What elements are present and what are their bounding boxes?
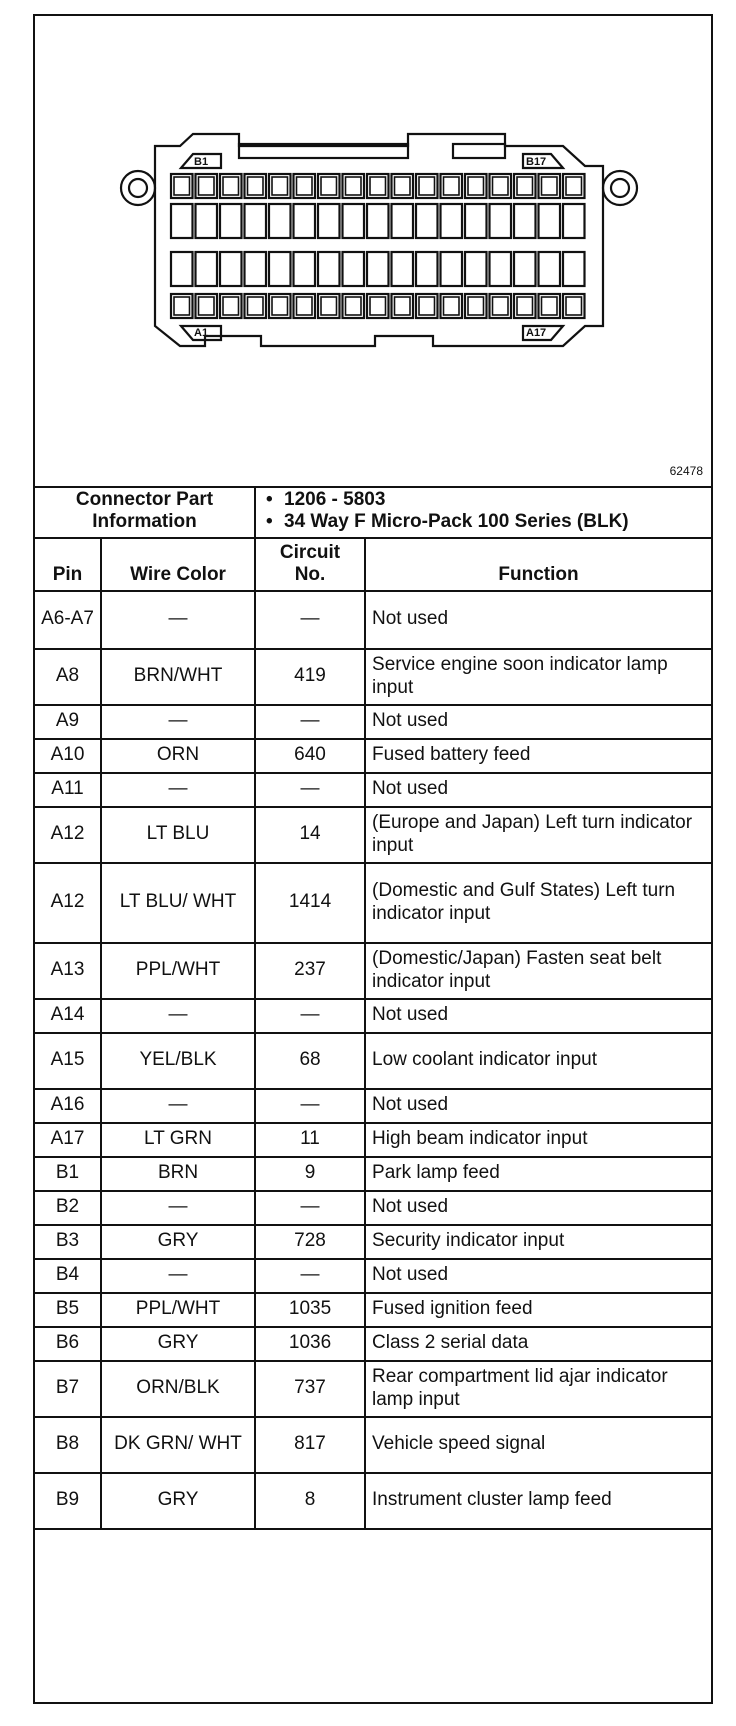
cavity-a-row-inner	[174, 297, 190, 315]
cavity-a-row-inner	[223, 297, 239, 315]
function-cell: Not used	[365, 773, 711, 807]
cavity-b-row-inner	[566, 177, 582, 195]
cavity-b-row-inner	[517, 177, 533, 195]
cavity-upper-row	[196, 204, 218, 238]
mounting-hole-right-inner	[611, 179, 629, 197]
cavity-upper-row	[318, 204, 340, 238]
cavity-b-row-inner	[297, 177, 313, 195]
cavity-upper-row	[343, 204, 365, 238]
cavity-upper-row	[245, 204, 267, 238]
function-cell: (Domestic and Gulf States) Left turn indicator input	[365, 863, 711, 943]
circuit-cell: 817	[255, 1417, 365, 1473]
cavity-a-row-inner	[272, 297, 288, 315]
connector-diagram	[35, 16, 711, 488]
function-cell: Not used	[365, 705, 711, 739]
circuit-cell: 9	[255, 1157, 365, 1191]
cavity-b-row-inner	[272, 177, 288, 195]
pin-cell: A9	[35, 705, 101, 739]
pin-cell: B5	[35, 1293, 101, 1327]
table-row	[35, 1473, 711, 1529]
top-key-tab-right	[453, 144, 505, 158]
circuit-cell: —	[255, 1191, 365, 1225]
cavity-b-row-inner	[468, 177, 484, 195]
cavity-lower-row	[294, 252, 316, 286]
pin-label-a17: A17	[526, 327, 547, 339]
cavity-lower-row	[392, 252, 414, 286]
function-cell: Not used	[365, 1089, 711, 1123]
pin-cell: A8	[35, 649, 101, 705]
pin-cell: B2	[35, 1191, 101, 1225]
table-row	[35, 1089, 711, 1123]
cavity-upper-row	[416, 204, 438, 238]
cavity-a-row-inner	[493, 297, 509, 315]
function-cell: Park lamp feed	[365, 1157, 711, 1191]
pin-cell: B3	[35, 1225, 101, 1259]
wire-color-cell: LT GRN	[101, 1123, 255, 1157]
function-cell: Not used	[365, 999, 711, 1033]
cavity-upper-row	[539, 204, 561, 238]
pinout-table	[35, 486, 711, 1530]
table-row	[35, 1123, 711, 1157]
cavity-a-row-inner	[199, 297, 215, 315]
wire-color-cell: GRY	[101, 1473, 255, 1529]
wire-color-cell: LT BLU/ WHT	[101, 863, 255, 943]
cavity-b-row-inner	[199, 177, 215, 195]
circuit-cell: 237	[255, 943, 365, 999]
wire-color-cell: PPL/WHT	[101, 943, 255, 999]
function-cell: Not used	[365, 1259, 711, 1293]
cavity-lower-row	[318, 252, 340, 286]
wire-color-cell: PPL/WHT	[101, 1293, 255, 1327]
wire-color-cell: —	[101, 591, 255, 649]
cavity-b-row-inner	[223, 177, 239, 195]
table-row	[35, 773, 711, 807]
col-header-wire-color: Wire Color	[101, 538, 255, 591]
cavity-a-row-inner	[297, 297, 313, 315]
cavity-b-row-inner	[444, 177, 460, 195]
pin-cell: A15	[35, 1033, 101, 1089]
cavity-upper-row	[294, 204, 316, 238]
cavity-lower-row	[465, 252, 487, 286]
mounting-hole-left-inner	[129, 179, 147, 197]
cavity-upper-row	[392, 204, 414, 238]
pin-cell: B7	[35, 1361, 101, 1417]
pin-cell: A11	[35, 773, 101, 807]
circuit-cell: 11	[255, 1123, 365, 1157]
function-cell: Low coolant indicator input	[365, 1033, 711, 1089]
circuit-cell: —	[255, 1089, 365, 1123]
function-cell: Service engine soon indicator lamp input	[365, 649, 711, 705]
connector-info-label: Connector Part Information	[35, 486, 255, 538]
table-row	[35, 1293, 711, 1327]
cavity-lower-row	[269, 252, 291, 286]
mounting-hole-right	[603, 171, 637, 205]
circuit-cell: 1414	[255, 863, 365, 943]
pin-cell: A12	[35, 807, 101, 863]
cavity-lower-row	[490, 252, 512, 286]
cavity-a-row-inner	[321, 297, 337, 315]
connector-face-drawing	[35, 16, 711, 486]
pin-cell: B8	[35, 1417, 101, 1473]
pin-label-b1: B1	[194, 156, 209, 168]
pin-cell: A12	[35, 863, 101, 943]
pin-label-a1: A1	[194, 327, 209, 339]
circuit-cell: —	[255, 591, 365, 649]
wire-color-cell: —	[101, 705, 255, 739]
cavity-lower-row	[343, 252, 365, 286]
pin-cell: B6	[35, 1327, 101, 1361]
function-cell: Security indicator input	[365, 1225, 711, 1259]
column-header-row	[35, 538, 711, 591]
pin-cell: B4	[35, 1259, 101, 1293]
connector-description: • 34 Way F Micro-Pack 100 Series (BLK)	[262, 511, 705, 533]
table-row	[35, 1225, 711, 1259]
cavity-upper-row	[367, 204, 389, 238]
cavity-b-row-inner	[346, 177, 362, 195]
pin-cell: A17	[35, 1123, 101, 1157]
cavity-b-row-inner	[370, 177, 386, 195]
cavity-lower-row	[514, 252, 536, 286]
cavity-a-row-inner	[517, 297, 533, 315]
cavity-b-row-inner	[321, 177, 337, 195]
function-cell: Vehicle speed signal	[365, 1417, 711, 1473]
circuit-cell: 728	[255, 1225, 365, 1259]
table-row	[35, 863, 711, 943]
wire-color-cell: ORN	[101, 739, 255, 773]
wire-color-cell: GRY	[101, 1327, 255, 1361]
cavity-upper-row	[171, 204, 193, 238]
pin-cell: A14	[35, 999, 101, 1033]
circuit-cell: 1036	[255, 1327, 365, 1361]
wire-color-cell: —	[101, 1089, 255, 1123]
wire-color-cell: LT BLU	[101, 807, 255, 863]
cavity-a-row-inner	[346, 297, 362, 315]
cavity-b-row-inner	[419, 177, 435, 195]
table-row	[35, 591, 711, 649]
wire-color-cell: BRN/WHT	[101, 649, 255, 705]
table-row	[35, 807, 711, 863]
cavity-a-row-inner	[248, 297, 264, 315]
function-cell: Fused ignition feed	[365, 1293, 711, 1327]
table-row	[35, 739, 711, 773]
col-header-function: Function	[365, 538, 711, 591]
table-row	[35, 1157, 711, 1191]
connector-part-number: • 1206 - 5803	[262, 489, 705, 511]
wire-color-cell: DK GRN/ WHT	[101, 1417, 255, 1473]
table-row	[35, 1191, 711, 1225]
circuit-cell: —	[255, 705, 365, 739]
cavity-lower-row	[196, 252, 218, 286]
pin-cell: B1	[35, 1157, 101, 1191]
cavity-a-row-inner	[419, 297, 435, 315]
function-cell: (Domestic/Japan) Fasten seat belt indicator input	[365, 943, 711, 999]
col-header-circuit: Circuit No.	[255, 538, 365, 591]
col-header-pin: Pin	[35, 538, 101, 591]
wire-color-cell: —	[101, 1191, 255, 1225]
cavity-upper-row	[269, 204, 291, 238]
cavity-a-row-inner	[444, 297, 460, 315]
circuit-cell: 737	[255, 1361, 365, 1417]
function-cell: High beam indicator input	[365, 1123, 711, 1157]
function-cell: Not used	[365, 1191, 711, 1225]
wire-color-cell: BRN	[101, 1157, 255, 1191]
table-row	[35, 1033, 711, 1089]
cavity-lower-row	[416, 252, 438, 286]
table-row	[35, 649, 711, 705]
wire-color-cell: YEL/BLK	[101, 1033, 255, 1089]
wire-color-cell: —	[101, 999, 255, 1033]
cavity-upper-row	[220, 204, 242, 238]
figure-number: 62478	[669, 464, 703, 478]
table-row	[35, 1327, 711, 1361]
pin-cell: A16	[35, 1089, 101, 1123]
circuit-cell: 419	[255, 649, 365, 705]
wire-color-cell: ORN/BLK	[101, 1361, 255, 1417]
cavity-upper-row	[490, 204, 512, 238]
cavity-b-row-inner	[542, 177, 558, 195]
function-cell: Class 2 serial data	[365, 1327, 711, 1361]
circuit-cell: 8	[255, 1473, 365, 1529]
cavity-lower-row	[367, 252, 389, 286]
cavity-lower-row	[539, 252, 561, 286]
circuit-cell: —	[255, 1259, 365, 1293]
cavity-b-row-inner	[395, 177, 411, 195]
table-row	[35, 705, 711, 739]
function-cell: Not used	[365, 591, 711, 649]
table-row	[35, 1361, 711, 1417]
mounting-hole-left	[121, 171, 155, 205]
function-cell: Rear compartment lid ajar indicator lamp input	[365, 1361, 711, 1417]
pin-cell: B9	[35, 1473, 101, 1529]
wire-color-cell: —	[101, 773, 255, 807]
connector-info-row	[35, 486, 711, 538]
connector-sheet	[33, 14, 713, 1704]
cavity-a-row-inner	[395, 297, 411, 315]
table-row	[35, 943, 711, 999]
cavity-a-row-inner	[566, 297, 582, 315]
function-cell: Fused battery feed	[365, 739, 711, 773]
cavity-upper-row	[514, 204, 536, 238]
function-cell: (Europe and Japan) Left turn indicator input	[365, 807, 711, 863]
circuit-cell: —	[255, 773, 365, 807]
cavity-a-row-inner	[370, 297, 386, 315]
cavity-b-row-inner	[248, 177, 264, 195]
cavity-b-row-inner	[493, 177, 509, 195]
circuit-cell: 68	[255, 1033, 365, 1089]
pin-cell: A10	[35, 739, 101, 773]
table-row	[35, 1259, 711, 1293]
cavity-upper-row	[563, 204, 585, 238]
cavity-lower-row	[245, 252, 267, 286]
function-cell: Instrument cluster lamp feed	[365, 1473, 711, 1529]
cavity-upper-row	[441, 204, 463, 238]
circuit-cell: —	[255, 999, 365, 1033]
cavity-lower-row	[171, 252, 193, 286]
pin-cell: A13	[35, 943, 101, 999]
cavity-b-row-inner	[174, 177, 190, 195]
pin-cell: A6-A7	[35, 591, 101, 649]
cavity-lower-row	[563, 252, 585, 286]
cavity-lower-row	[441, 252, 463, 286]
cavity-a-row-inner	[542, 297, 558, 315]
circuit-cell: 14	[255, 807, 365, 863]
table-row	[35, 1417, 711, 1473]
wire-color-cell: —	[101, 1259, 255, 1293]
circuit-cell: 1035	[255, 1293, 365, 1327]
wire-color-cell: GRY	[101, 1225, 255, 1259]
pin-label-b17: B17	[526, 156, 547, 168]
cavity-a-row-inner	[468, 297, 484, 315]
table-row	[35, 999, 711, 1033]
connector-info-details	[255, 486, 711, 538]
cavity-upper-row	[465, 204, 487, 238]
circuit-cell: 640	[255, 739, 365, 773]
cavity-lower-row	[220, 252, 242, 286]
